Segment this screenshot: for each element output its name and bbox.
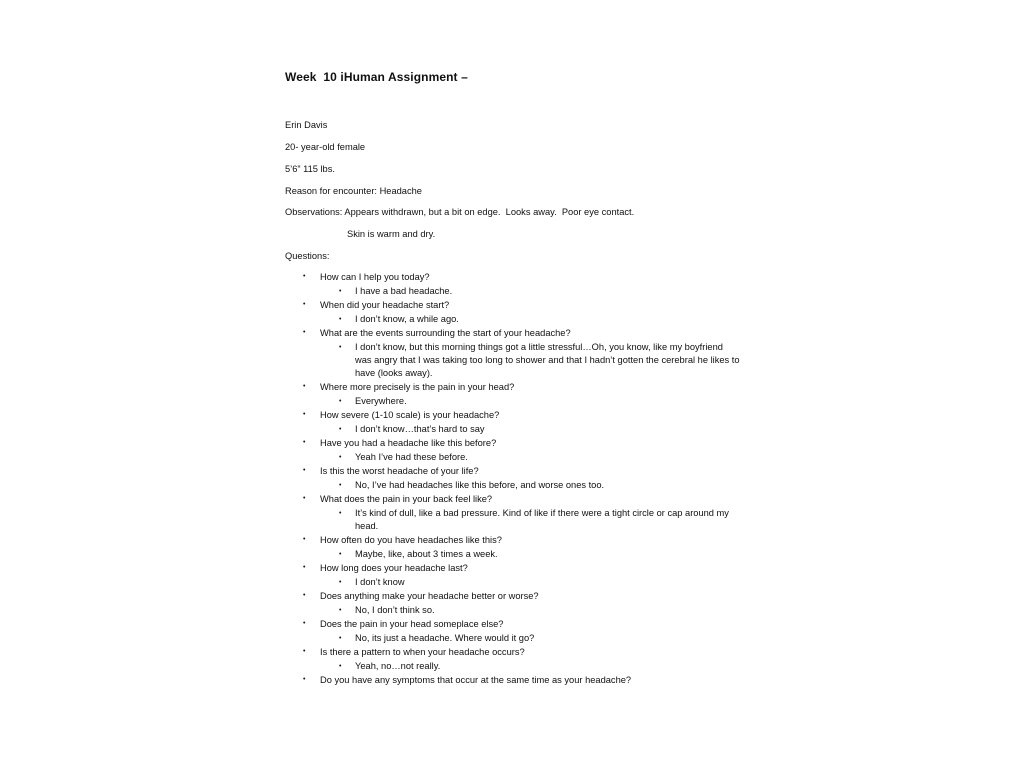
- question-text: How severe (1-10 scale) is your headache?: [320, 410, 500, 420]
- answer-text: No, its just a headache. Where would it go?: [355, 633, 535, 643]
- answer-text: Maybe, like, about 3 times a week.: [355, 549, 498, 559]
- bullet-icon: •: [303, 495, 306, 502]
- bullet-icon: •: [339, 398, 342, 405]
- patient-name: Erin Davis: [285, 120, 328, 130]
- answer-item: [285, 548, 765, 562]
- answer-item: [285, 341, 765, 381]
- question-text: How often do you have headaches like this?: [320, 535, 502, 545]
- bullet-icon: •: [303, 273, 306, 280]
- answer-item: [285, 285, 765, 299]
- answer-text: It’s kind of dull, like a bad pressure. Kind of like if there were a tight circle or cap around my head.: [355, 508, 729, 531]
- bullet-icon: •: [339, 316, 342, 323]
- document-title: Week 10 iHuman Assignment –: [285, 70, 468, 84]
- question-item: [285, 381, 765, 395]
- bullet-icon: •: [303, 564, 306, 571]
- questions-label: Questions:: [285, 251, 330, 261]
- answer-item: [285, 395, 765, 409]
- question-item: [285, 618, 765, 632]
- question-item: [285, 327, 765, 341]
- observations: Observations: Appears withdrawn, but a bit on edge. Looks away. Poor eye contact.: [285, 207, 635, 217]
- patient-age-sex: 20- year-old female: [285, 142, 366, 152]
- answer-text: I don’t know…that’s hard to say: [355, 424, 485, 434]
- reason-for-encounter: Reason for encounter: Headache: [285, 186, 422, 196]
- question-text: Is this the worst headache of your life?: [320, 466, 479, 476]
- question-item: [285, 299, 765, 313]
- bullet-icon: •: [339, 663, 342, 670]
- bullet-icon: •: [303, 329, 306, 336]
- bullet-icon: •: [339, 579, 342, 586]
- answer-text: No, I’ve had headaches like this before, and worse ones too.: [355, 480, 605, 490]
- bullet-icon: •: [339, 635, 342, 642]
- bullet-icon: •: [303, 467, 306, 474]
- bullet-icon: •: [339, 607, 342, 614]
- answer-text: I don’t know, but this morning things got a little stressful…Oh, you know, like my boyfriend was angry that I was taking too long to shower and that I hadn’t gotten the cerebral he likes to have (looks away).: [355, 342, 740, 378]
- question-answer-list: [285, 271, 765, 688]
- question-item: [285, 271, 765, 285]
- answer-item: [285, 313, 765, 327]
- bullet-icon: •: [339, 482, 342, 489]
- answer-text: Everywhere.: [355, 396, 407, 406]
- answer-item: [285, 632, 765, 646]
- bullet-icon: •: [303, 383, 306, 390]
- observations-continued: Skin is warm and dry.: [347, 229, 436, 239]
- question-text: How long does your headache last?: [320, 563, 468, 573]
- answer-item: [285, 604, 765, 618]
- answer-item: [285, 423, 765, 437]
- patient-height-weight: 5’6” 115 lbs.: [285, 164, 335, 174]
- bullet-icon: •: [303, 301, 306, 308]
- question-item: [285, 562, 765, 576]
- bullet-icon: •: [303, 648, 306, 655]
- bullet-icon: •: [339, 288, 342, 295]
- question-text: What are the events surrounding the start of your headache?: [320, 328, 571, 338]
- question-text: Does the pain in your head someplace else?: [320, 619, 504, 629]
- question-text: Have you had a headache like this before?: [320, 438, 497, 448]
- question-text: When did your headache start?: [320, 300, 450, 310]
- bullet-icon: •: [303, 592, 306, 599]
- answer-item: [285, 451, 765, 465]
- bullet-icon: •: [303, 439, 306, 446]
- question-text: How can I help you today?: [320, 272, 430, 282]
- question-item: [285, 465, 765, 479]
- question-item: [285, 534, 765, 548]
- bullet-icon: •: [339, 510, 342, 517]
- bullet-icon: •: [339, 344, 342, 351]
- question-text: Do you have any symptoms that occur at the same time as your headache?: [320, 675, 632, 685]
- bullet-icon: •: [303, 676, 306, 683]
- question-item: [285, 409, 765, 423]
- question-item: [285, 674, 765, 688]
- answer-item: [285, 507, 765, 534]
- answer-text: Yeah, no…not really.: [355, 661, 441, 671]
- bullet-icon: •: [339, 426, 342, 433]
- bullet-icon: •: [303, 411, 306, 418]
- question-item: [285, 493, 765, 507]
- answer-text: Yeah I’ve had these before.: [355, 452, 468, 462]
- question-item: [285, 437, 765, 451]
- question-item: [285, 590, 765, 604]
- question-text: Is there a pattern to when your headache occurs?: [320, 647, 525, 657]
- answer-text: No, I don’t think so.: [355, 605, 435, 615]
- answer-text: I don’t know: [355, 577, 405, 587]
- question-text: Where more precisely is the pain in your head?: [320, 382, 515, 392]
- answer-item: [285, 576, 765, 590]
- bullet-icon: •: [303, 620, 306, 627]
- answer-text: I don’t know, a while ago.: [355, 314, 459, 324]
- question-text: Does anything make your headache better or worse?: [320, 591, 539, 601]
- question-item: [285, 646, 765, 660]
- answer-text: I have a bad headache.: [355, 286, 453, 296]
- bullet-icon: •: [303, 536, 306, 543]
- answer-item: [285, 660, 765, 674]
- question-text: What does the pain in your back feel like?: [320, 494, 493, 504]
- answer-item: [285, 479, 765, 493]
- bullet-icon: •: [339, 551, 342, 558]
- bullet-icon: •: [339, 454, 342, 461]
